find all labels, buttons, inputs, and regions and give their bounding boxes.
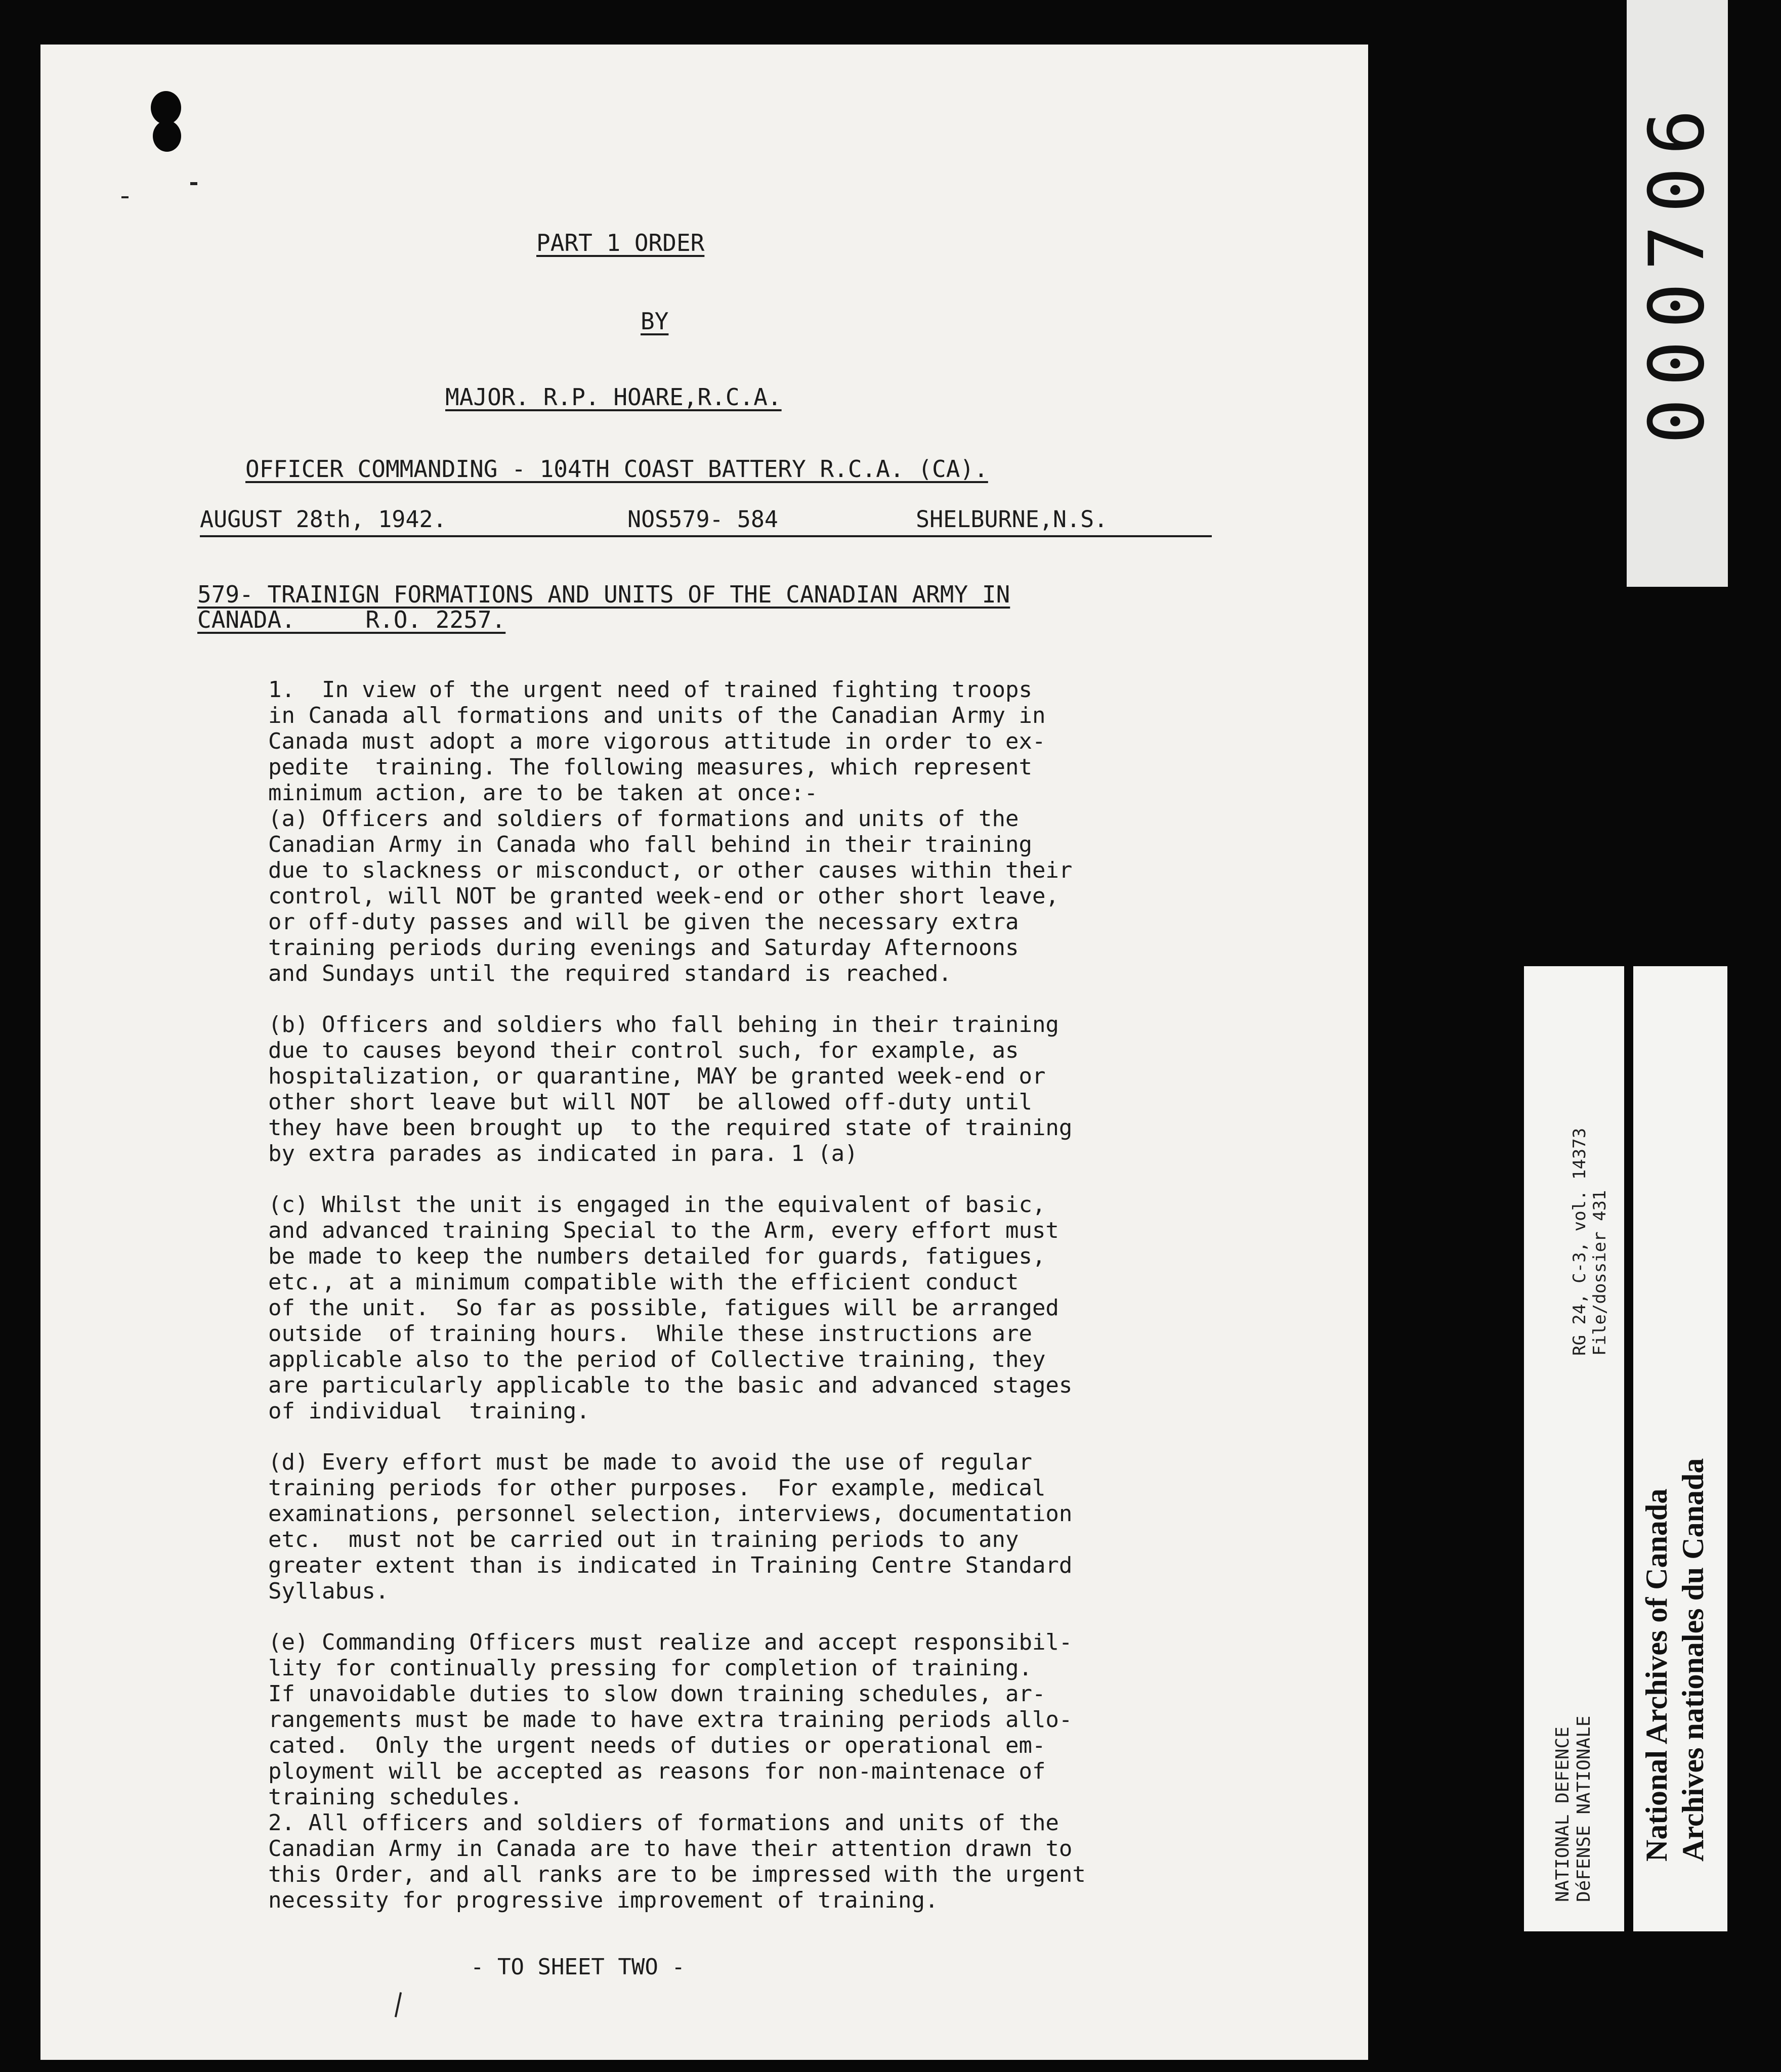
body-line: are particularly applicable to the basic and advanced stages	[268, 1372, 1073, 1398]
document-page	[40, 45, 1368, 2060]
pen-mark	[395, 1992, 402, 2017]
body-line: or off-duty passes and will be given the necessary extra	[268, 909, 1019, 935]
section-heading-line1: 579- TRAINIGN FORMATIONS AND UNITS OF THE CANADIAN ARMY IN	[197, 581, 1010, 608]
body-line: etc. must not be carried out in training periods to any	[268, 1527, 1019, 1552]
body-line: greater extent than is indicated in Training Centre Standard	[268, 1552, 1073, 1578]
body-line: by extra parades as indicated in para. 1 (a)	[268, 1141, 858, 1167]
body-line: (a) Officers and soldiers of formations and units of the	[268, 806, 1019, 832]
order-title: PART 1 ORDER	[536, 229, 705, 256]
body-line: ployment will be accepted as reasons for non-maintenace of	[268, 1758, 1046, 1784]
body-line: and Sundays until the required standard is reached.	[268, 961, 952, 986]
frame-number	[1634, 51, 1720, 491]
body-line: etc., at a minimum compatible with the efficient conduct	[268, 1269, 1019, 1295]
body-line: 2. All officers and soldiers of formations and units of the	[268, 1810, 1059, 1836]
spacer	[268, 1167, 1280, 1192]
body-line: and advanced training Special to the Arm, every effort must	[268, 1218, 1059, 1243]
body-line: cated. Only the urgent needs of duties or operational em-	[268, 1733, 1046, 1758]
archives-name-fr: Archives nationales du Canada	[1676, 1458, 1710, 1862]
body-line: (b) Officers and soldiers who fall behing in their training	[268, 1012, 1059, 1038]
body-line: of individual training.	[268, 1398, 590, 1424]
body-line: If unavoidable duties to slow down training schedules, ar-	[268, 1681, 1046, 1707]
unit-name: OFFICER COMMANDING - 104TH COAST BATTERY R.C.A. (CA).	[245, 455, 988, 483]
date-line-rule	[200, 535, 1212, 537]
department-line-1: NATIONAL DEFENCE	[1552, 1726, 1573, 1902]
department-line-2: DéFENSE NATIONALE	[1574, 1715, 1594, 1902]
body-line: due to slackness or misconduct, or other causes within their	[268, 857, 1073, 883]
paragraph-1	[268, 677, 1280, 986]
body-line: applicable also to the period of Collective training, they	[268, 1347, 1046, 1372]
punch-hole-bottom	[153, 120, 181, 152]
paragraph-e	[268, 1629, 1280, 1913]
body-line: examinations, personnel selection, interviews, documentation	[268, 1501, 1073, 1527]
body-line: other short leave but will NOT be allowed off-duty until	[268, 1089, 1032, 1115]
body-line: necessity for progressive improvement of training.	[268, 1887, 939, 1913]
body-line: Syllabus.	[268, 1578, 389, 1604]
paragraph-b	[268, 1012, 1280, 1167]
body-line: training schedules.	[268, 1784, 523, 1810]
body-line: pedite training. The following measures, which represent	[268, 754, 1032, 780]
punch-hole-top	[151, 91, 181, 124]
paragraph-d	[268, 1449, 1280, 1604]
archives-name-en: National Archives of Canada	[1640, 1488, 1673, 1862]
body-line: minimum action, are to be taken at once:-	[268, 780, 818, 806]
frame-number-text: 000706	[1633, 97, 1722, 444]
body-line: due to causes beyond their control such, for example, as	[268, 1038, 1019, 1063]
body-line: Canada must adopt a more vigorous attitude in order to ex-	[268, 728, 1046, 754]
body-line: this Order, and all ranks are to be impressed with the urgent	[268, 1862, 1086, 1887]
body-line: control, will NOT be granted week-end or other short leave,	[268, 883, 1059, 909]
reference-line-2: File/dossier 431	[1590, 1190, 1610, 1356]
order-location: SHELBURNE,N.S.	[916, 506, 1108, 533]
body-line: outside of training hours. While these instructions are	[268, 1321, 1032, 1347]
body-line: training periods for other purposes. For example, medical	[268, 1475, 1046, 1501]
issuer-name: MAJOR. R.P. HOARE,R.C.A.	[445, 383, 782, 411]
body-line: (d) Every effort must be made to avoid the use of regular	[268, 1449, 1032, 1475]
spacer	[268, 986, 1280, 1012]
body-line: Canadian Army in Canada who fall behind in their training	[268, 832, 1032, 857]
order-numbers: NOS579- 584	[627, 506, 779, 533]
body-line: training periods during evenings and Saturday Afternoons	[268, 935, 1019, 961]
footer-continuation: - TO SHEET TWO -	[471, 1954, 685, 1980]
body-line: rangements must be made to have extra training periods allo-	[268, 1707, 1073, 1733]
body-line: (e) Commanding Officers must realize and accept responsibil-	[268, 1629, 1073, 1655]
body-line: of the unit. So far as possible, fatigues will be arranged	[268, 1295, 1059, 1321]
order-date: AUGUST 28th, 1942.	[200, 506, 447, 533]
reference-line-1: RG 24, C-3, vol. 14373	[1570, 1128, 1590, 1356]
body-line: Canadian Army in Canada are to have their attention drawn to	[268, 1836, 1073, 1862]
body-line: hospitalization, or quarantine, MAY be granted week-end or	[268, 1063, 1046, 1089]
spacer	[268, 1424, 1280, 1449]
speck	[190, 182, 197, 185]
spacer	[268, 1604, 1280, 1629]
paragraph-c	[268, 1192, 1280, 1424]
section-heading-line2: CANADA. R.O. 2257.	[197, 606, 506, 633]
body-line: be made to keep the numbers detailed for guards, fatigues,	[268, 1243, 1046, 1269]
body-line: lity for continually pressing for completion of training.	[268, 1655, 1032, 1681]
speck	[121, 196, 129, 198]
order-by: BY	[641, 308, 669, 335]
body-line: 1. In view of the urgent need of trained fighting troops	[268, 677, 1032, 703]
order-body	[268, 677, 1280, 1913]
body-line: (c) Whilst the unit is engaged in the equivalent of basic,	[268, 1192, 1046, 1218]
body-line: they have been brought up to the required state of training	[268, 1115, 1073, 1141]
body-line: in Canada all formations and units of the Canadian Army in	[268, 703, 1046, 728]
